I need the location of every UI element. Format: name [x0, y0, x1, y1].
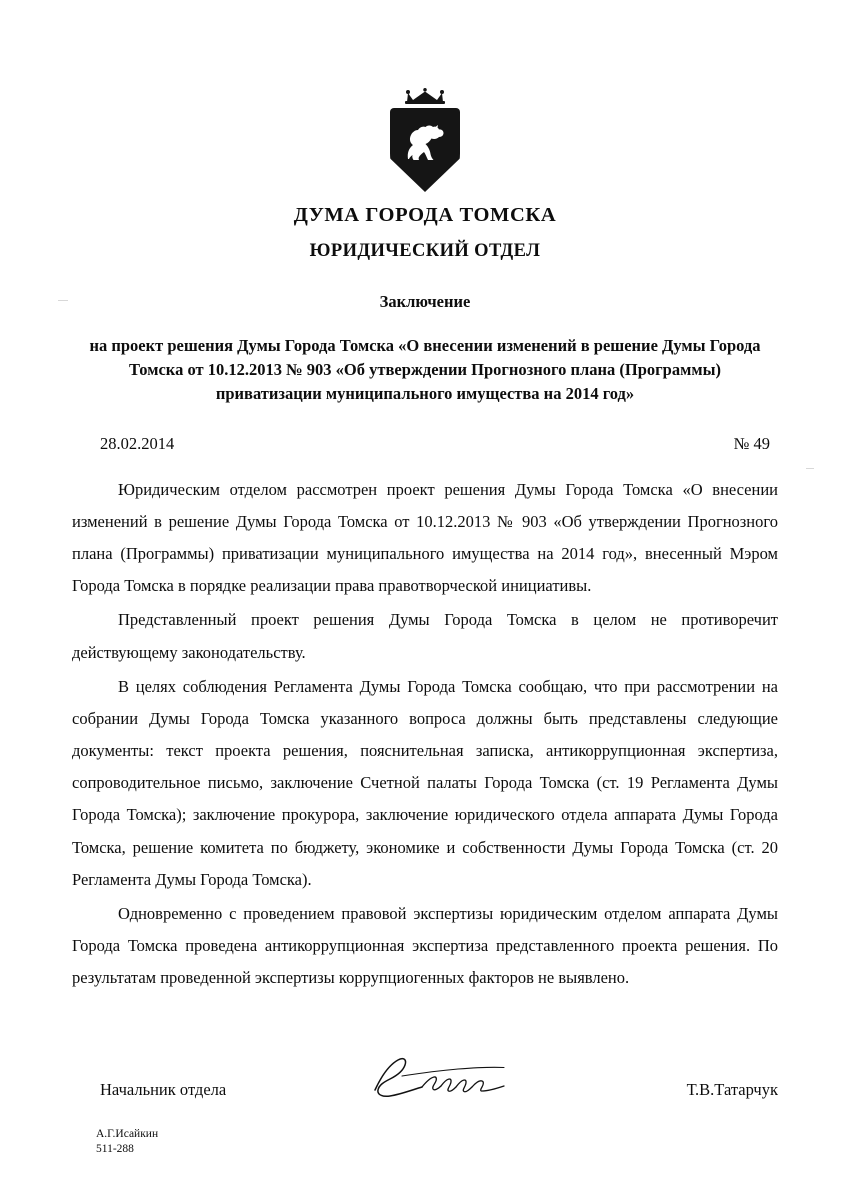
signer-position: Начальник отдела	[100, 1080, 227, 1099]
document-subject: на проект решения Думы Города Томска «О внесении изменений в решение Думы Города Томска от 10.12.2013 № 903 «Об утверждении Прогнозного плана (Программы) приватизации муниципального имущества на 2014 год»	[89, 336, 761, 403]
handwritten-signature	[370, 1054, 520, 1106]
body-paragraph: Одновременно с проведением правовой экспертизы юридическим отделом аппарата Думы Города Томска проведена антикоррупционная экспертиза представленного проекта решения. По результатам проведенной экспертизы коррупциогенных факторов не выявлено.	[72, 904, 778, 988]
executor-phone: 511-288	[96, 1143, 134, 1156]
horse-icon	[399, 124, 451, 164]
coat-of-arms-icon	[390, 88, 460, 192]
body-paragraph: Юридическим отделом рассмотрен проект решения Думы Города Томска «О внесении изменений в решение Думы Города Томска от 10.12.2013 № 903 «Об утверждении Прогнозного плана (Программы) приватизации муниципального имущества на 2014 год», внесенный Мэром Города Томска в порядке реализации права правотворческой инициативы.	[72, 479, 778, 596]
document-body	[72, 474, 778, 995]
signer-name: Т.В.Татарчук	[686, 1080, 778, 1099]
crown-icon	[403, 88, 447, 104]
department-title: ЮРИДИЧЕСКИЙ ОТДЕЛ	[309, 241, 541, 261]
document-meta	[72, 434, 778, 454]
body-paragraph: В целях соблюдения Регламента Думы Города Томска сообщаю, что при рассмотрении на собрании Думы Города Томска указанного вопроса должны быть представлены следующие документы: текст проекта решения, пояснительная записка, антикоррупционная экспертиза, сопроводительное письмо, заключение Счетной палаты Города Томска (ст. 19 Регламента Думы Города Томска); заключение прокурора, заключение юридического отдела аппарата Думы Города Томска, решение комитета по бюджету, экономике и собственности Думы Города Томска (ст. 20 Регламента Думы Города Томска).	[72, 676, 778, 889]
body-paragraph: Представленный проект решения Думы Города Томска в целом не противоречит действующему законодательству.	[72, 610, 778, 662]
executor-info	[96, 1127, 158, 1158]
emblem-container	[72, 0, 778, 192]
scan-artifact	[806, 468, 814, 469]
document-number: № 49	[733, 433, 770, 453]
scan-artifact	[58, 300, 68, 301]
signature-block	[100, 1080, 778, 1100]
document-kind: Заключение	[379, 292, 471, 311]
document-date: 28.02.2014	[100, 433, 175, 453]
executor-name: А.Г.Исайкин	[96, 1127, 159, 1140]
organization-title: ДУМА ГОРОДА ТОМСКА	[293, 204, 557, 226]
